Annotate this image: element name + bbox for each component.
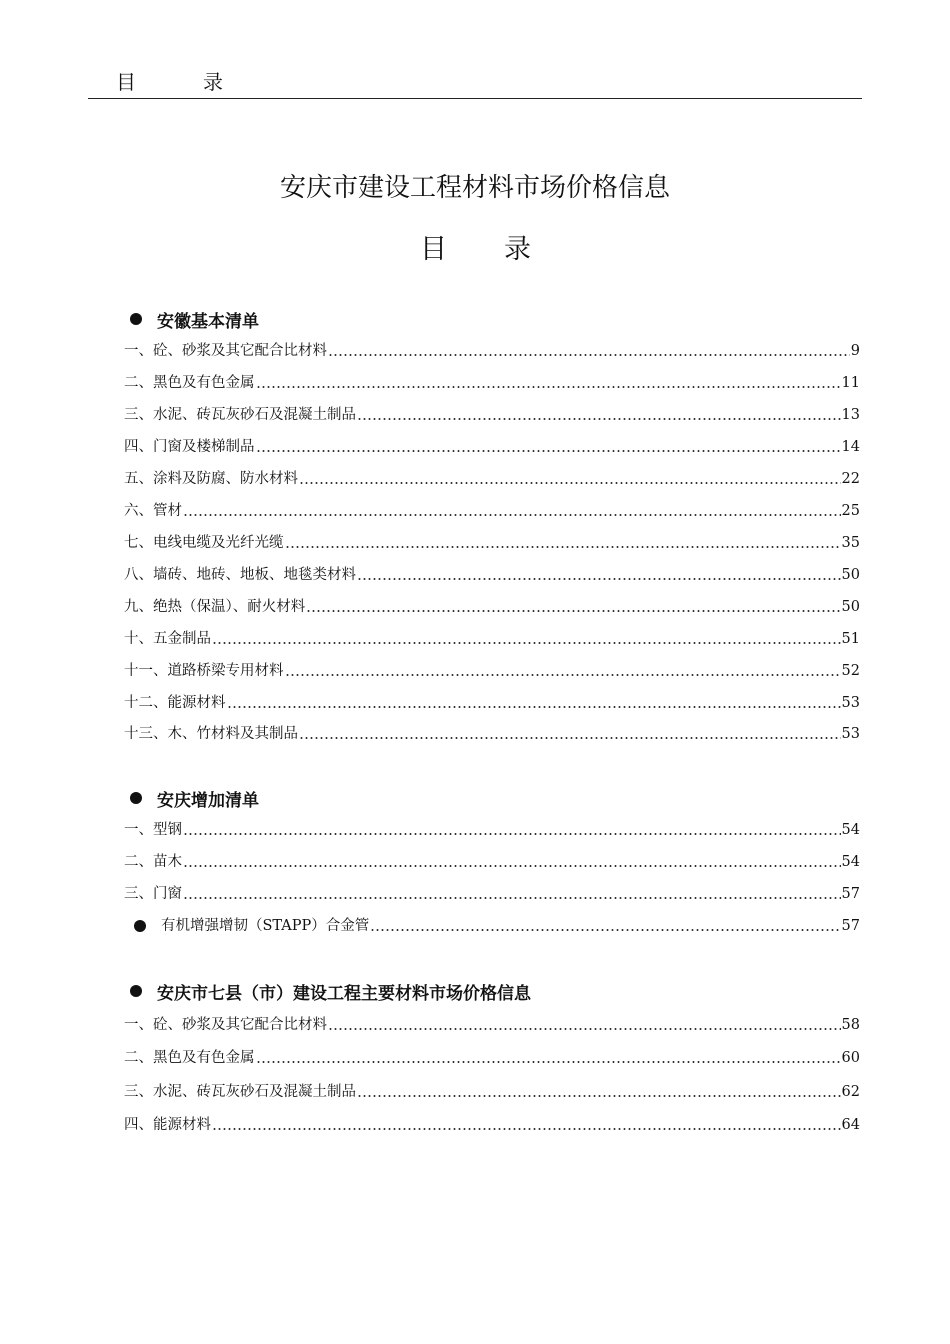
dot-leader — [183, 865, 841, 867]
toc-entry-page: 54 — [841, 822, 860, 838]
toc-entry[interactable] — [124, 819, 860, 841]
toc-entry-label: 五、涂料及防腐、防水材料 — [124, 471, 298, 487]
toc-entry-label: 一、型钢 — [124, 822, 182, 838]
toc-entry[interactable] — [124, 436, 860, 458]
toc-entry-page: 13 — [841, 407, 860, 423]
header-char-1: 目 — [116, 70, 136, 94]
toc-entry[interactable] — [124, 468, 860, 490]
toc-heading-char-1: 目 — [420, 234, 447, 265]
toc-entry-label: 十二、能源材料 — [124, 695, 226, 711]
toc-entry-page: 57 — [841, 886, 860, 902]
dot-leader — [357, 418, 841, 420]
toc-heading-char-2: 录 — [504, 234, 531, 265]
toc-entry-page: 35 — [841, 535, 860, 551]
toc-entry[interactable] — [124, 532, 860, 554]
dot-leader — [183, 897, 841, 899]
toc-entry-page: 50 — [841, 567, 860, 583]
toc-entry[interactable] — [124, 1014, 860, 1036]
dot-leader — [285, 674, 841, 676]
dot-leader — [256, 1061, 841, 1063]
dot-leader — [306, 610, 840, 612]
document-title: 安庆市建设工程材料市场价格信息 — [279, 173, 670, 203]
section-title-seven-counties — [130, 979, 531, 1003]
toc-entry-page: 51 — [841, 631, 860, 647]
dot-leader — [299, 737, 841, 739]
dot-leader — [183, 514, 841, 516]
toc-entry-page: 64 — [841, 1117, 860, 1133]
section-title-label: 安庆增加清单 — [157, 790, 259, 811]
page-header — [88, 68, 862, 99]
toc-entry-label: 十三、木、竹材料及其制品 — [124, 726, 298, 742]
toc-entry-label: 六、管材 — [124, 503, 182, 519]
toc-entry-label: 四、门窗及楼梯制品 — [124, 439, 255, 455]
toc-entry-label: 二、苗木 — [124, 854, 182, 870]
dot-leader — [212, 1128, 841, 1130]
bullet-icon — [130, 792, 142, 804]
toc-entry[interactable] — [124, 883, 860, 905]
toc-entry-label: 十、五金制品 — [124, 631, 211, 647]
dot-leader — [357, 578, 841, 580]
toc-entry[interactable] — [124, 404, 860, 426]
header-char-2: 录 — [203, 70, 223, 94]
toc-entry-page: 25 — [841, 503, 860, 519]
toc-entry-label: 二、黑色及有色金属 — [124, 1050, 255, 1066]
toc-entry-label: 一、砼、砂浆及其它配合比材料 — [124, 1017, 327, 1033]
toc-entry[interactable] — [124, 596, 860, 618]
dot-leader — [256, 386, 841, 388]
section-title-label: 安庆市七县（市）建设工程主要材料市场价格信息 — [157, 983, 531, 1004]
dot-leader — [183, 833, 841, 835]
toc-entry-label: 四、能源材料 — [124, 1117, 211, 1133]
toc-entry-page: 11 — [841, 375, 860, 391]
toc-entry[interactable] — [124, 692, 860, 714]
toc-entry[interactable] — [124, 340, 860, 362]
bullet-icon — [134, 920, 146, 932]
toc-entry[interactable] — [124, 1114, 860, 1136]
bullet-icon — [130, 985, 142, 997]
toc-entry-page: 58 — [841, 1017, 860, 1033]
toc-entry[interactable] — [124, 628, 860, 650]
toc-entry-label: 三、门窗 — [124, 886, 182, 902]
dot-leader — [328, 1028, 841, 1030]
section-title-label: 安徽基本清单 — [157, 311, 259, 332]
toc-entry-page: 9 — [850, 343, 860, 359]
toc-entry[interactable] — [124, 564, 860, 586]
toc-entry-label: 有机增强增韧（STAPP）合金管 — [161, 918, 370, 934]
dot-leader — [357, 1095, 841, 1097]
toc-entry-label: 九、绝热（保温）、耐火材料 — [124, 599, 306, 615]
toc-entry-label: 三、水泥、砖瓦灰砂石及混凝土制品 — [124, 1084, 356, 1100]
toc-entry-label: 二、黑色及有色金属 — [124, 375, 255, 391]
toc-entry-page: 52 — [841, 663, 860, 679]
toc-entry[interactable] — [124, 723, 860, 745]
toc-entry-label: 一、砼、砂浆及其它配合比材料 — [124, 343, 327, 359]
toc-entry-page: 60 — [841, 1050, 860, 1066]
section-title-anhui-basic — [130, 307, 259, 331]
dot-leader — [370, 929, 840, 931]
toc-entry[interactable] — [124, 372, 860, 394]
toc-entry-page: 22 — [841, 471, 860, 487]
toc-entry[interactable] — [124, 1047, 860, 1069]
toc-entry-page: 57 — [841, 918, 860, 934]
toc-entry-page: 50 — [841, 599, 860, 615]
toc-entry-label: 七、电线电缆及光纤光缆 — [124, 535, 284, 551]
dot-leader — [256, 450, 841, 452]
toc-entry-page: 62 — [841, 1084, 860, 1100]
toc-entry-label: 三、水泥、砖瓦灰砂石及混凝土制品 — [124, 407, 356, 423]
toc-entry[interactable] — [124, 660, 860, 682]
bullet-icon — [130, 313, 142, 325]
toc-entry-label: 十一、道路桥梁专用材料 — [124, 663, 284, 679]
toc-entry-page: 54 — [841, 854, 860, 870]
toc-entry[interactable] — [124, 500, 860, 522]
dot-leader — [328, 354, 850, 356]
dot-leader — [285, 546, 841, 548]
toc-entry-page: 14 — [841, 439, 860, 455]
toc-entry[interactable] — [124, 1081, 860, 1103]
toc-entry-label: 八、墙砖、地砖、地板、地毯类材料 — [124, 567, 356, 583]
dot-leader — [212, 642, 841, 644]
section-title-anqing-added — [130, 786, 259, 810]
dot-leader — [299, 482, 841, 484]
toc-entry[interactable] — [124, 851, 860, 873]
dot-leader — [227, 706, 841, 708]
toc-entry-page: 53 — [841, 726, 860, 742]
toc-entry-sub[interactable] — [134, 915, 860, 937]
toc-entry-page: 53 — [841, 695, 860, 711]
